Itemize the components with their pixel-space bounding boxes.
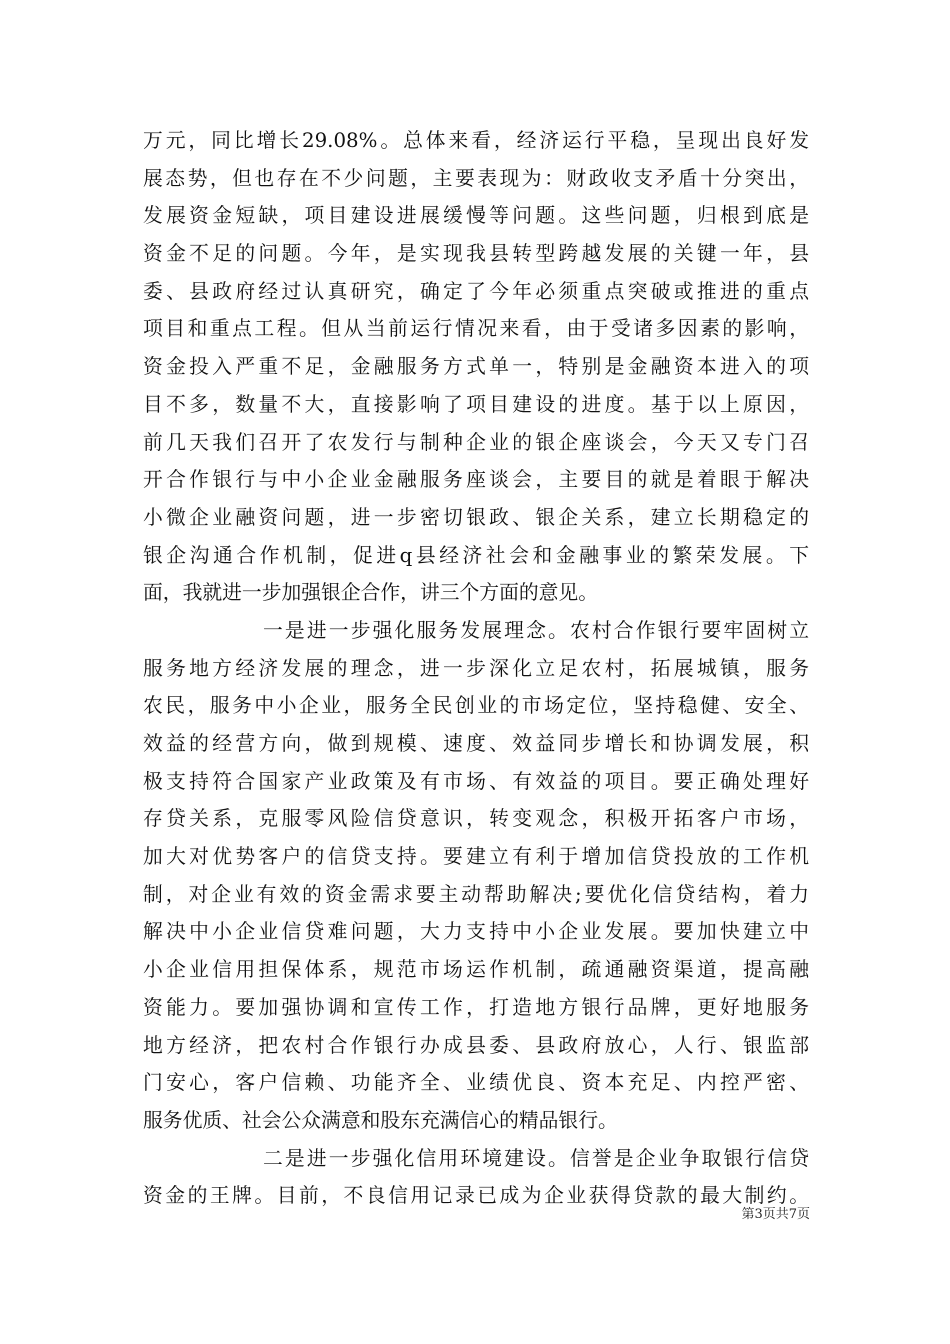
page-number-footer: 第3页共7页 bbox=[741, 1207, 810, 1222]
text-line: 门安心，客户信赖、功能齐全、业绩优良、资本充足、内控严密、 bbox=[143, 1071, 809, 1095]
paragraph-start-line: 二是进一步强化信用环境建设。信誉是企业争取银行信贷 bbox=[263, 1146, 809, 1170]
text-line: 前几天我们召开了农发行与制种企业的银企座谈会，今天又专门召 bbox=[143, 430, 809, 454]
text-line: 资能力。要加强协调和宣传工作，打造地方银行品牌，更好地服务 bbox=[143, 995, 809, 1019]
text-line: 展态势，但也存在不少问题，主要表现为：财政收支矛盾十分突出， bbox=[143, 166, 809, 190]
text-line: 目不多，数量不大，直接影响了项目建设的进度。基于以上原因， bbox=[143, 392, 809, 416]
text-line: 极支持符合国家产业政策及有市场、有效益的项目。要正确处理好 bbox=[143, 769, 809, 793]
text-line: 存贷关系，克服零风险信贷意识，转变观念，积极开拓客户市场， bbox=[143, 807, 809, 831]
text-line: 解决中小企业信贷难问题，大力支持中小企业发展。要加快建立中 bbox=[143, 920, 809, 944]
text-line: 银企沟通合作机制，促进q县经济社会和金融事业的繁荣发展。下 bbox=[143, 543, 809, 567]
text-line: 制，对企业有效的资金需求要主动帮助解决;要优化信贷结构，着力 bbox=[143, 882, 809, 906]
text-line: 农民，服务中小企业，服务全民创业的市场定位，坚持稳健、安全、 bbox=[143, 694, 809, 718]
paragraph-start-line: 一是进一步强化服务发展理念。农村合作银行要牢固树立 bbox=[263, 618, 809, 642]
text-line: 资金的王牌。目前，不良信用记录已成为企业获得贷款的最大制约。 bbox=[143, 1184, 809, 1208]
text-line: 开合作银行与中小企业金融服务座谈会，主要目的就是着眼于解决 bbox=[143, 468, 809, 492]
text-line: 地方经济，把农村合作银行办成县委、县政府放心，人行、银监部 bbox=[143, 1033, 809, 1057]
text-line: 万元，同比增长29.08%。总体来看，经济运行平稳，呈现出良好发 bbox=[143, 129, 809, 152]
text-line: 小微企业融资问题，进一步密切银政、银企关系，建立长期稳定的 bbox=[143, 505, 809, 529]
text-line: 发展资金短缺，项目建设进展缓慢等问题。这些问题，归根到底是 bbox=[143, 204, 809, 228]
text-line: 服务优质、社会公众满意和股东充满信心的精品银行。 bbox=[143, 1108, 618, 1132]
text-line: 资金不足的问题。今年，是实现我县转型跨越发展的关键一年，县 bbox=[143, 242, 809, 266]
text-line: 加大对优势客户的信贷支持。要建立有利于增加信贷投放的工作机 bbox=[143, 845, 809, 869]
text-line: 项目和重点工程。但从当前运行情况来看，由于受诸多因素的影响， bbox=[143, 317, 809, 341]
text-line: 服务地方经济发展的理念，进一步深化立足农村，拓展城镇，服务 bbox=[143, 656, 809, 680]
text-line: 资金投入严重不足，金融服务方式单一，特别是金融资本进入的项 bbox=[143, 355, 809, 379]
text-line: 效益的经营方向，做到规模、速度、效益同步增长和协调发展，积 bbox=[143, 732, 809, 755]
text-line: 小企业信用担保体系，规范市场运作机制，疏通融资渠道，提高融 bbox=[143, 958, 809, 982]
text-line: 面，我就进一步加强银企合作，讲三个方面的意见。 bbox=[143, 581, 598, 605]
body-text bbox=[143, 122, 809, 1215]
text-line: 委、县政府经过认真研究，确定了今年必须重点突破或推进的重点 bbox=[143, 279, 809, 303]
